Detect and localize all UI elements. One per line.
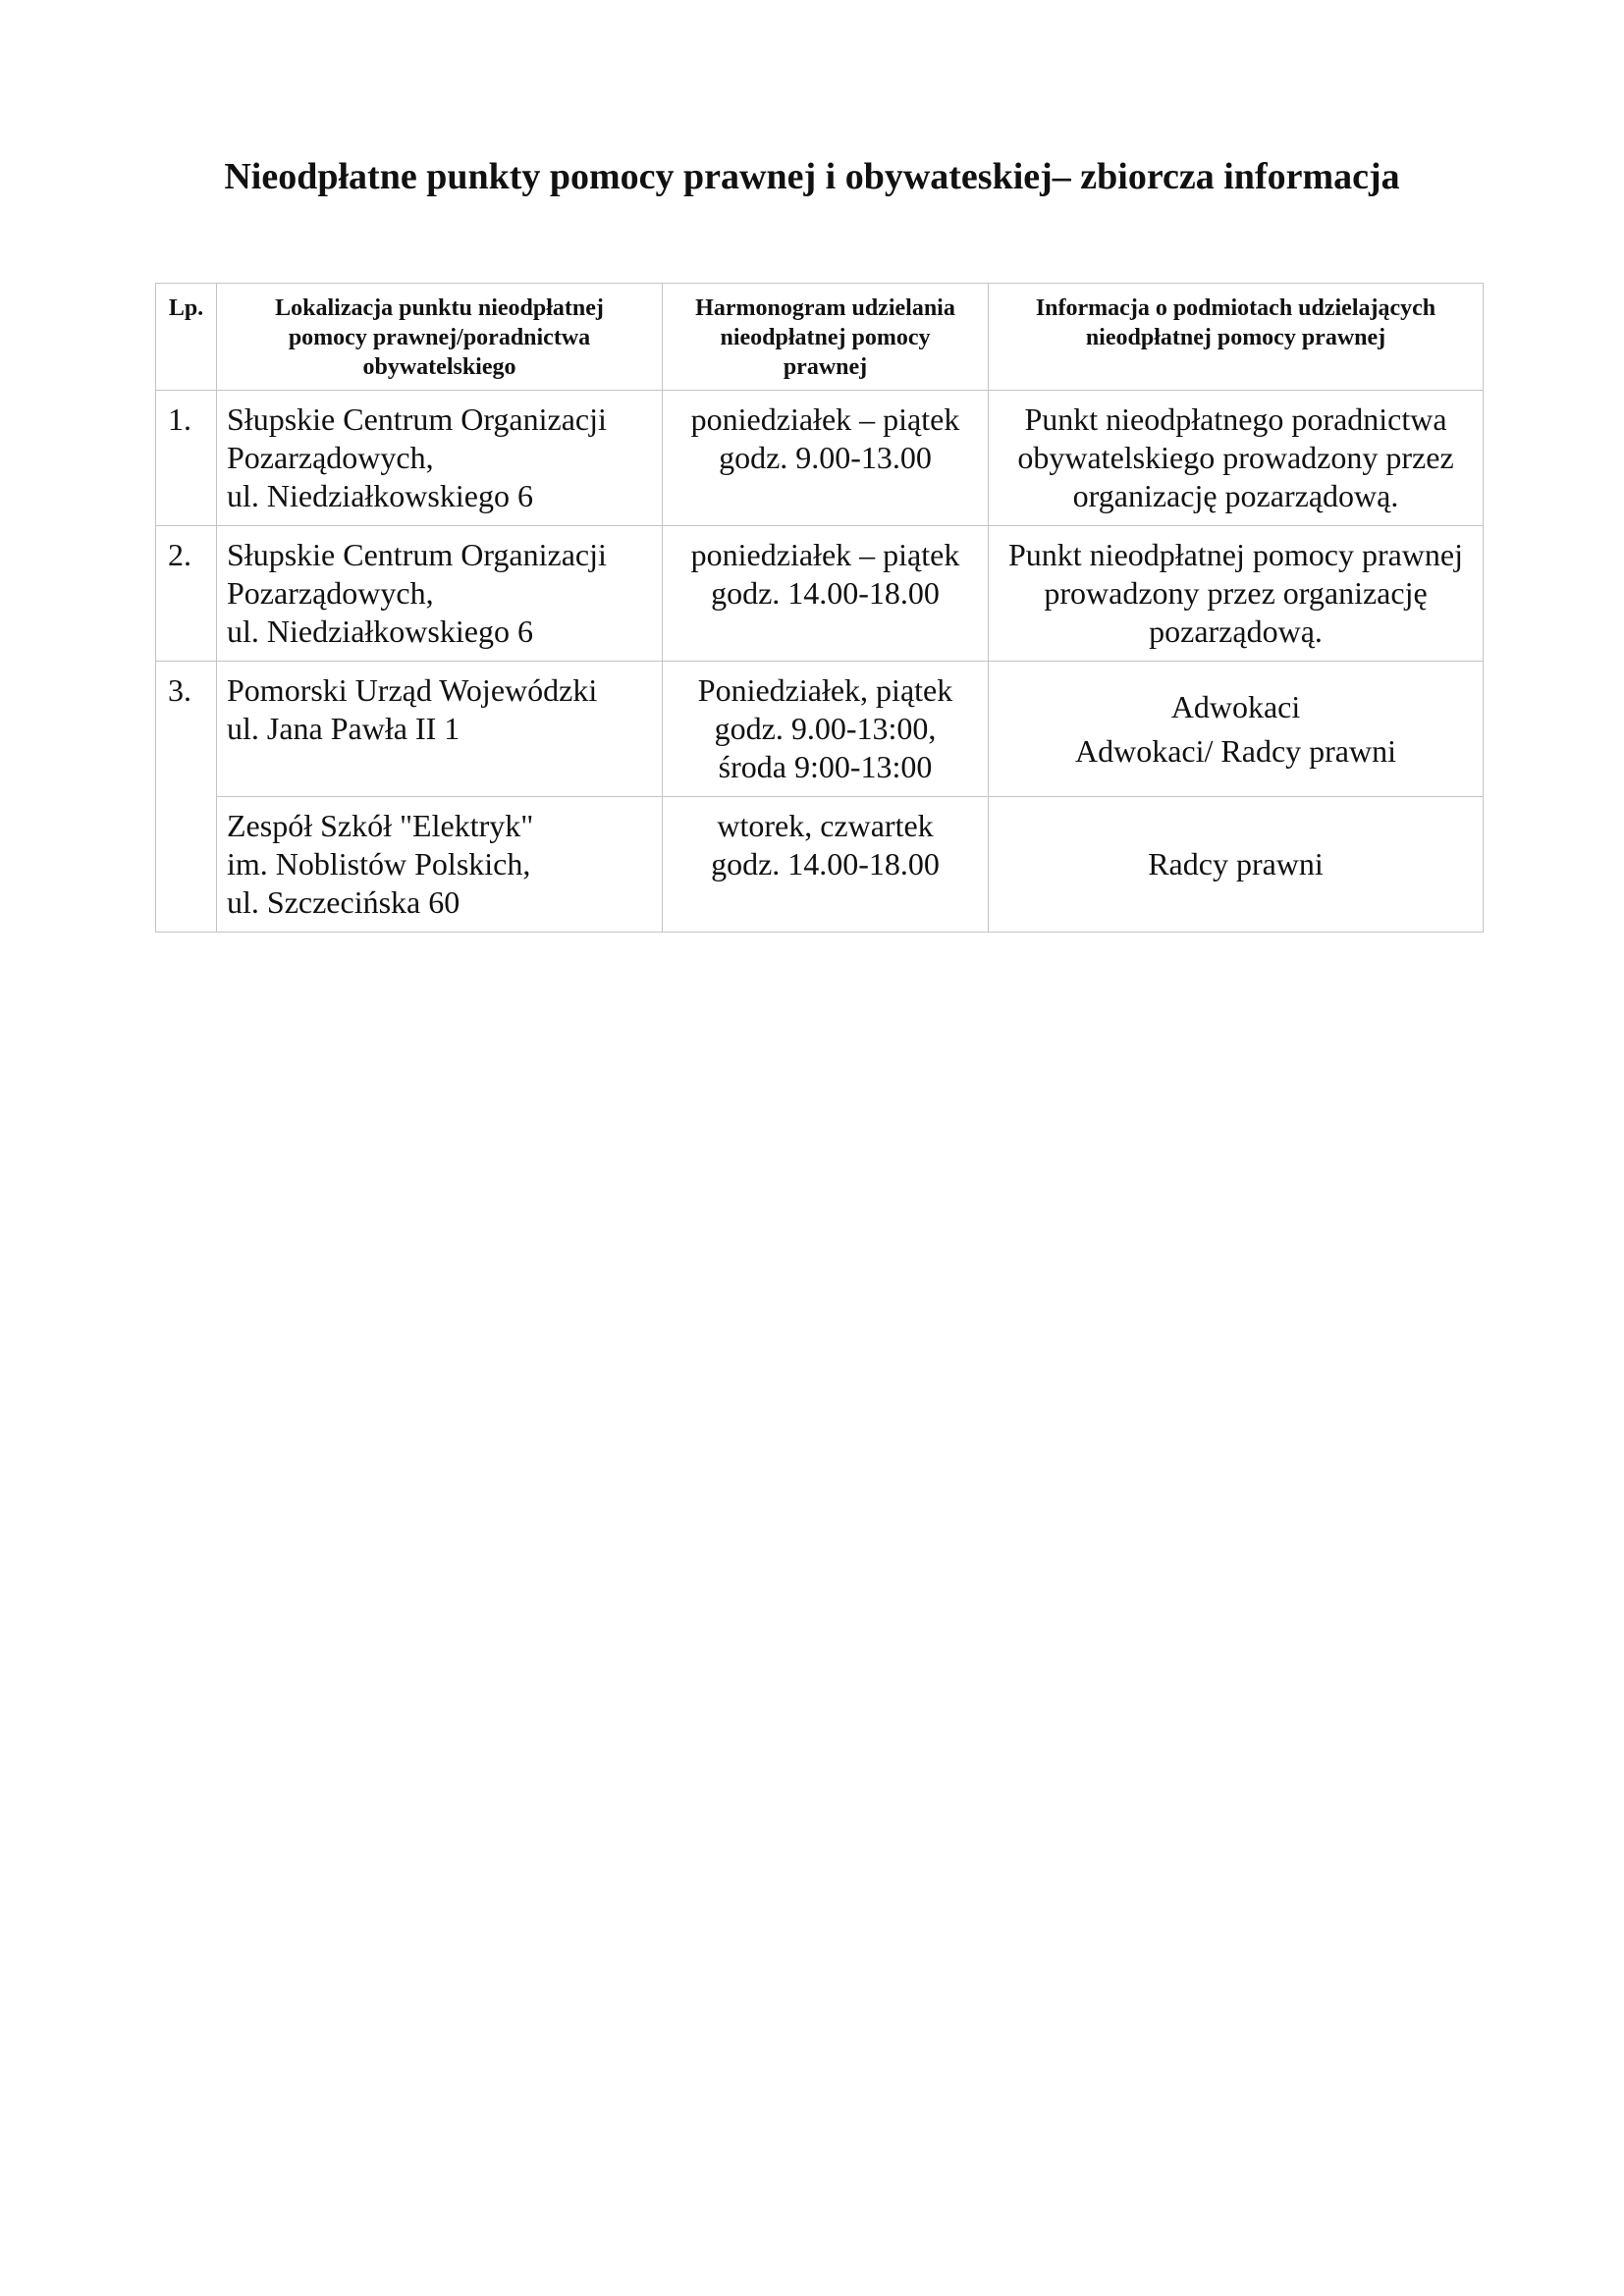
- page-title: Nieodpłatne punkty pomocy prawnej i obywateskiej– zbiorcza informacja: [224, 156, 1400, 197]
- location-cell: Słupskie Centrum Organizacji Pozarządowych, ul. Niedziałkowskiego 6: [217, 526, 663, 662]
- row-number: [156, 797, 217, 933]
- table-row: [156, 526, 1484, 662]
- providers-cell: Radcy prawni: [989, 797, 1484, 933]
- providers-cell: Adwokaci Adwokaci/ Radcy prawni: [989, 662, 1484, 797]
- schedule-cell: wtorek, czwartek godz. 14.00-18.00: [663, 797, 989, 933]
- header-lp: Lp.: [156, 284, 217, 391]
- header-schedule: Harmonogram udzielania nieodpłatnej pomocy prawnej: [663, 284, 989, 391]
- header-location: Lokalizacja punktu nieodpłatnej pomocy prawnej/poradnictwa obywatelskiego: [217, 284, 663, 391]
- schedule-cell: poniedziałek – piątek godz. 14.00-18.00: [663, 526, 989, 662]
- table-row: [156, 797, 1484, 933]
- table-header-row: [156, 284, 1484, 391]
- schedule-cell: poniedziałek – piątek godz. 9.00-13.00: [663, 391, 989, 526]
- header-providers: Informacja o podmiotach udzielających nieodpłatnej pomocy prawnej: [989, 284, 1484, 391]
- providers-cell: Punkt nieodpłatnego poradnictwa obywatelskiego prowadzony przez organizację pozarządową.: [989, 391, 1484, 526]
- schedule-cell: Poniedziałek, piątek godz. 9.00-13:00, środa 9:00-13:00: [663, 662, 989, 797]
- table-row: [156, 391, 1484, 526]
- providers-cell: Punkt nieodpłatnej pomocy prawnej prowadzony przez organizację pozarządową.: [989, 526, 1484, 662]
- row-number: 1.: [156, 391, 217, 526]
- location-cell: Zespół Szkół "Elektryk" im. Noblistów Polskich, ul. Szczecińska 60: [217, 797, 663, 933]
- location-cell: Pomorski Urząd Wojewódzki ul. Jana Pawła II 1: [217, 662, 663, 797]
- legal-aid-points-table: [155, 283, 1484, 933]
- row-number: 3.: [156, 662, 217, 797]
- row-number: 2.: [156, 526, 217, 662]
- location-cell: Słupskie Centrum Organizacji Pozarządowych, ul. Niedziałkowskiego 6: [217, 391, 663, 526]
- table-row: [156, 662, 1484, 797]
